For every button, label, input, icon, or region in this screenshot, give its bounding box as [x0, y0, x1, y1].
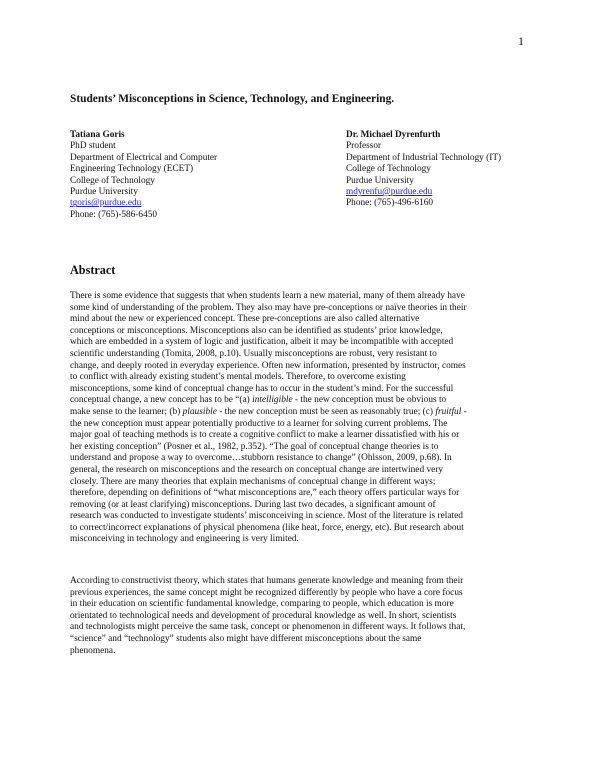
text-line: closely. There are many theories that explain mechanisms of conceptual change in different ways; [70, 476, 436, 487]
author-university: Purdue University [346, 175, 414, 186]
text-line: conceptions or misconceptions. Misconceptions also can be identified as students’ prior knowledge, [70, 325, 443, 336]
abstract-paragraph-2 [70, 576, 532, 657]
author-university: Purdue University [70, 187, 138, 198]
text-line: some kind of understanding of the problem. They also may have pre-conceptions or naïve theories in their [70, 302, 467, 313]
author-college: College of Technology [346, 164, 431, 175]
italic-term-plausible: plausible [182, 406, 217, 417]
author-name: Dr. Michael Dyrenfurth [346, 130, 441, 140]
text-line: phenomena. [70, 645, 116, 656]
text-run: - the new conception must be obvious to [292, 395, 447, 406]
author-department: Department of Industrial Technology (IT) [346, 152, 502, 163]
author-role: PhD student [70, 141, 116, 152]
text-line: scientific understanding (Tomita, 2008, p.10). Usually misconceptions are robust, very resistant to [70, 348, 437, 359]
text-line: general, the research on misconceptions and the research on conceptual change are intertwined very [70, 464, 444, 475]
abstract-paragraph-1 [70, 291, 532, 546]
text-line: removing (or at least clarifying) misconceptions. During last two decades, a significant amount of [70, 499, 436, 510]
text-line: According to constructivist theory, which states that humans generate knowledge and meaning from their [70, 576, 464, 586]
author-phone: Phone: (765)-586-6450 [70, 209, 158, 220]
author-role: Professor [346, 141, 382, 152]
text-line: misconceiving in technology and engineering is very limited. [70, 534, 299, 545]
author-department: Department of Electrical and Computer [70, 152, 218, 163]
text-line: and technologists might perceive the same task, concept or phenomenon in different ways. It follows that, [70, 622, 466, 633]
text-line [70, 395, 532, 407]
text-line: orientated to technological needs and development of procedural knowledge as well. In short, scientists [70, 610, 457, 621]
text-line: major goal of teaching methods is to create a cognitive conflict to make a learner dissatisfied with his or [70, 430, 460, 441]
text-line: “science” and “technology” students also might have different misconceptions about the same [70, 633, 422, 644]
author-email-link[interactable]: mdyrenfu@purdue.edu [346, 187, 433, 198]
text-line [70, 407, 532, 419]
author-department-cont: Engineering Technology (ECET) [70, 164, 194, 175]
text-line: change, and deeply rooted in everyday experience. Often new information, presented by instructor, comes [70, 360, 466, 371]
text-line: the new conception must appear potentially productive to a learner for solving current problems. The [70, 418, 448, 429]
italic-term-intelligible: intelligible [252, 395, 293, 406]
author-name: Tatiana Goris [70, 130, 125, 140]
text-line: in their education on scientific fundamental knowledge, comparing to people, which education is more [70, 599, 454, 610]
text-line: There is some evidence that suggests that when students learn a new material, many of them already have [70, 291, 465, 301]
text-line: previous experiences, the same concept might be recognized differently by people who have a core focus [70, 587, 463, 598]
text-line: mind about the new or experienced concept. These pre-conceptions are also called alternative [70, 314, 420, 325]
text-line: to correct/incorrect explanations of physical phenomena (like heat, force, energy, etc). But research about [70, 522, 464, 533]
author-college: College of Technology [70, 175, 155, 186]
author-block-dyrenfurth [346, 130, 556, 210]
paper-title: Students’ Misconceptions in Science, Technology, and Engineering. [70, 93, 395, 105]
page-number: 1 [518, 34, 524, 48]
text-line: research was conducted to investigate students’ misconceiving in science. Most of the literature is related [70, 511, 463, 522]
author-email-link[interactable]: tgoris@purdue.edu [70, 198, 142, 209]
text-run: - the new conception must be seen as reasonably true; (c) [216, 406, 436, 417]
text-line: understand and propose a way to overcome…stubborn resistance to change” (Ohlsson, 2009, p.68). In [70, 453, 452, 464]
author-phone: Phone: (765)-496-6160 [346, 198, 434, 209]
text-line: misconceptions, some kind of conceptual change has to occur in the student’s mind. For the successful [70, 383, 454, 394]
text-line: which are embedded in a system of logic and justification, albeit it may be incompatible with accepted [70, 337, 454, 348]
text-line: therefore, depending on definitions of “what misconceptions are,” each theory offers particular ways for [70, 488, 460, 499]
text-line: to conflict with already existing student’s mental models. Therefore, to overcome existing [70, 372, 406, 383]
italic-term-fruitful: fruitful [435, 406, 462, 417]
abstract-heading: Abstract [70, 263, 116, 277]
author-block-goris [70, 130, 310, 221]
text-run: - [461, 406, 467, 417]
text-line: her existing conception” (Posner et al., 1982, p.352). “The goal of conceptual change theories is to [70, 441, 439, 452]
text-run: make sense to the learner; (b) [70, 406, 183, 417]
text-run: conceptual change, a new concept has to be “(a) [70, 395, 253, 406]
